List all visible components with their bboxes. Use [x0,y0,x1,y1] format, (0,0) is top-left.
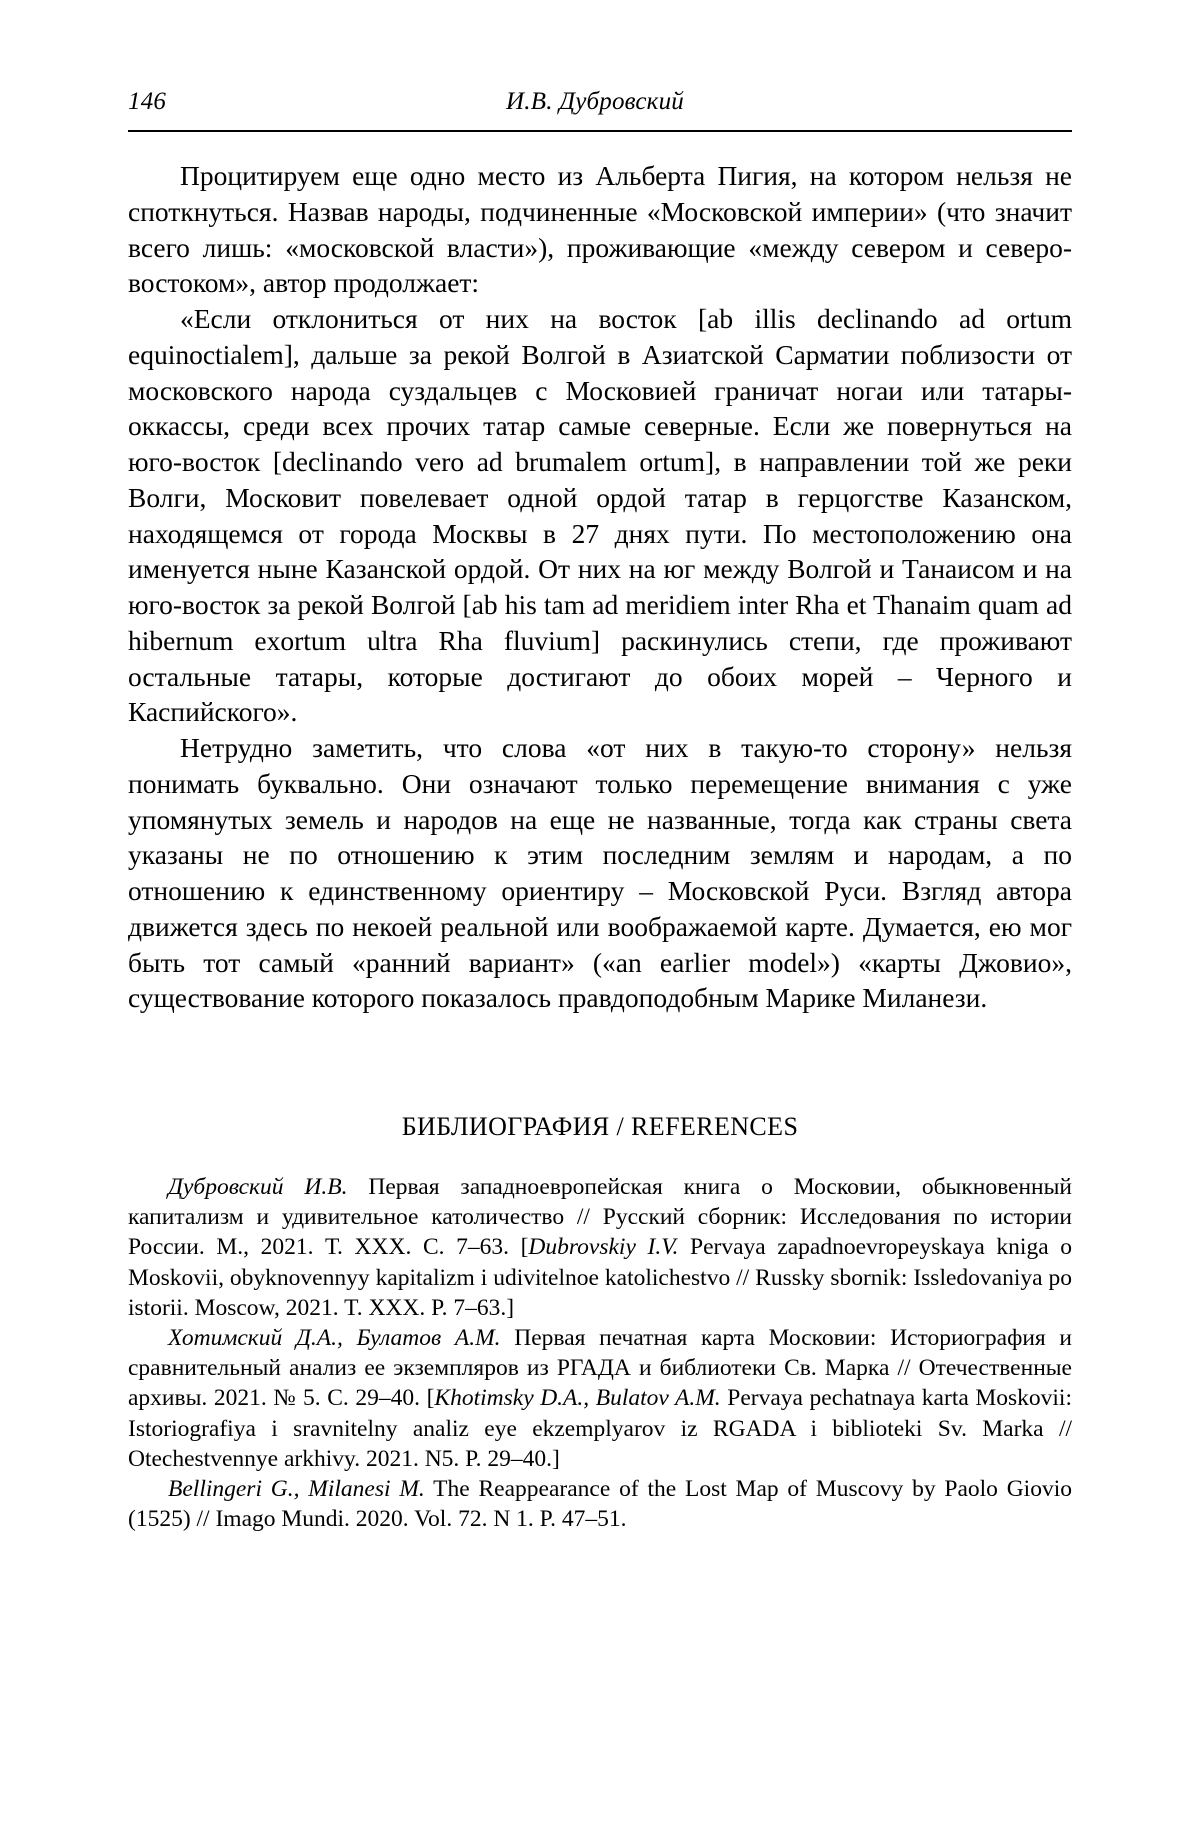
reference-text: Первая западноевропейская книга о Московии, обыкновенный капитализм и удивительное католичество // Русский сборник: Исследования по истории России. М., 2021. Т. XXX. С. 7–63. [ [128,1174,1072,1261]
page-number: 146 [128,88,167,115]
reference-entry [128,1172,1072,1323]
body-paragraph-1: Процитируем еще одно место из Альберта Пигия, на котором нельзя не споткнуться. Назвав народы, подчиненные «Московской империи» (что значит всего лишь: «московской власти»), проживающие «между севером и северо-востоком», автор продолжает: [128,160,1072,299]
reference-authors: Дубровский И.В. [168,1174,348,1200]
running-head [128,88,1072,116]
references-heading: БИБЛИОГРАФИЯ / REFERENCES [401,1112,799,1141]
reference-text: The Reappearance of the Lost Map of Muscovy by Paolo Giovio (1525) // Imago Mundi. 2020. Vol. 72. N 1. P. 47–51. [128,1475,1072,1533]
page-content [128,88,1072,1534]
reference-authors-translit: Dubrovskiy I.V. [528,1234,679,1261]
header-rule [128,130,1072,132]
reference-authors: Bellingeri G., Milanesi M. [168,1475,425,1502]
reference-entry [128,1474,1072,1534]
reference-text-translit: Pervaya pechatnaya karta Moskovii: Istoriografiya i sravnitelny analiz eye ekzemplyarov iz RGADA i biblioteki Sv. Marka // Otechestvennye arkhivy. 2021. N5. P. 29–40.] [128,1385,1072,1472]
reference-entry [128,1323,1072,1474]
reference-authors-translit: Khotimsky D.A., Bulatov A.M. [434,1385,721,1412]
running-head-author: И.В. Дубровский [506,88,684,115]
reference-authors: Хотимский Д.А., Булатов А.М. [168,1324,501,1351]
reference-text: Первая печатная карта Московии: Историография и сравнительный анализ ее экземпляров из РГАДА и библиотеки Св. Марка // Отечественные архивы. 2021. № 5. С. 29–40. [ [128,1324,1072,1412]
body-paragraph-2: «Если отклониться от них на восток [ab illis declinando ad ortum equinoctialem], дальше за рекой Волгой в Азиатской Сарматии поблизости от московского народа суздальцев с Московией граничат ногаи или татары-оккассы, среди всех прочих татар самые северные. Если же повернуться на юго-восток [declinando vero ad brumalem ortum], в направлении той же реки Волги, Московит повелевает одной ордой татар в герцогстве Казанском, находящемся от города Москвы в 27 днях пути. По местоположению она именуется ныне Казанской ордой. От них на юг между Волгой и Танаисом и на юго-восток за рекой Волгой [ab his tam ad meridiem inter Rha et Thanaim quam ad hibernum exortum ultra Rha fluvium] раскинулись степи, где проживают остальные татары, которые достигают до обоих морей – Черного и Каспийского». [128,303,1072,728]
reference-text-translit: Pervaya zapadnoevropeyskaya kniga o Moskovii, obyknovennyy kapitalizm i udivitelnoe katolichestvo // Russky sbornik: Issledovaniya po istorii. Moscow, 2021. T. XXX. P. 7–63.] [128,1234,1072,1321]
body-paragraph-3: Нетрудно заметить, что слова «от них в такую-то сторону» нельзя понимать буквально. Они означают только перемещение внимания с уже упомянутых земель и народов на еще не названные, тогда как страны света указаны не по отношению к этим последним землям и народам, а по отношению к единственному ориентиру – Московской Руси. Взгляд автора движется здесь по некоей реальной или воображаемой карте. Думается, ею мог быть тот самый «ранний вариант» («an earlier model») «карты Джовио», существование которого показалось правдоподобным Марике Миланези. [128,732,1072,1014]
